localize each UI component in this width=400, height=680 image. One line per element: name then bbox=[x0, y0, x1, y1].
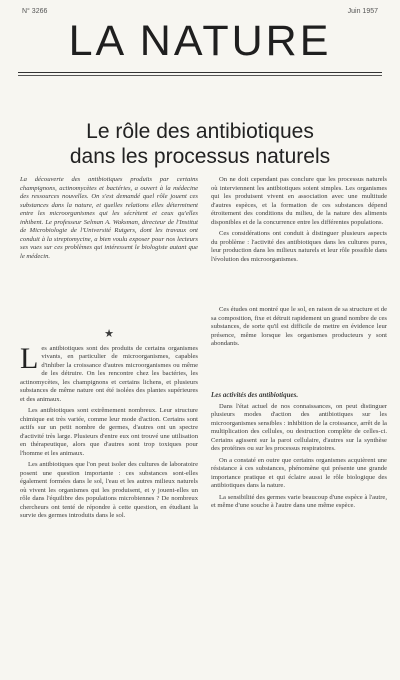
masthead-rule bbox=[18, 72, 382, 73]
issue-date: Juin 1957 bbox=[347, 8, 378, 15]
paragraph: On ne doit cependant pas conclure que les processus naturels où interviennent les antibiotiques soient simples. Les organismes qui les produisent vivent en association avec une multitude d'autres espèces, et la formation de ces substances dépend étroitement des conditions du milieu, de la nature des aliments disponibles et de la concurrence entre les différentes populations. bbox=[211, 176, 387, 226]
paragraph: es antibiotiques sont des produits de certains organismes vivants, en particulier de microorganismes, capables d'inhiber la croissance d'autres microorganismes ou même de les détruire. On les rencontre chez les bactéries, les actinomycètes, les champignons et certains lichens, et plusieurs substances de même nature ont été isolées des plantes supérieures et des animaux. bbox=[20, 344, 198, 403]
left-body bbox=[20, 345, 198, 680]
masthead: LA NATURE bbox=[68, 17, 332, 65]
article-title-line-2: dans les processus naturels bbox=[69, 145, 331, 168]
right-body-3 bbox=[211, 403, 387, 563]
paragraph: Ces considérations ont conduit à distinguer plusieurs aspects du problème : l'activité des antibiotiques dans les cultures pures, leur production dans les milieux naturels et leur rôle possible dans l'évolution des microorganismes. bbox=[211, 230, 387, 263]
paragraph: Dans l'état actuel de nos connaissances, on peut distinguer plusieurs modes d'action des antibiotiques sur les microorganismes sensibles : inhibition de la croissance, arrêt de la multiplication des cellules, ou destruction complète de celles-ci. Certains agissent sur la paroi cellulaire, d'autres sur la synthèse des protéines ou sur les processus respiratoires. bbox=[211, 402, 387, 452]
paragraph: La sensibilité des germes varie beaucoup d'une espèce à l'autre, et même d'une souche à l'autre dans une même espèce. bbox=[211, 493, 387, 509]
drop-cap: L bbox=[20, 344, 39, 375]
paragraph: Les antibiotiques sont extrêmement nombreux. Leur structure chimique est très variée, comme leur mode d'action. Certains sont actifs sur un petit nombre de germes, d'autres ont un spectre d'activité très large. Plusieurs d'entre eux ont trouvé une utilisation en thérapeutique, alors que d'autres sont trop toxiques pour l'homme et les animaux. bbox=[20, 407, 198, 457]
right-body-2 bbox=[211, 306, 387, 388]
paragraph: On a constaté en outre que certains organismes acquièrent une résistance à ces substances, phénomène qui présente une grande importance pratique et qui éclaire aussi le rôle biologique des antibiotiques dans la nature. bbox=[211, 456, 387, 489]
section-heading: Les activités des antibiotiques. bbox=[211, 391, 299, 399]
right-body-1 bbox=[211, 176, 387, 304]
section-star: ★ bbox=[104, 328, 114, 340]
left-column bbox=[20, 176, 198, 680]
article-title bbox=[0, 119, 400, 169]
article-title-line-1: Le rôle des antibiotiques bbox=[86, 120, 314, 143]
masthead-rule-thin bbox=[18, 75, 382, 76]
article-intro: La découverte des antibiotiques produits par certains champignons, actinomycètes et bactéries, a ouvert à la médecine des ressources nouvelles. On s'est demandé quel rôle jouent ces substances dans la nature, et quelles relations elles déterminent entre les microorganismes qui les sécrètent et ceux qu'elles inhibent. Le professeur Selman A. Waksman, directeur de l'Institut de Microbiologie de l'Université Rutgers, dont les travaux ont conduit à la streptomycine, a bien voulu exposer pour nos lecteurs ses vues sur ces problèmes qui intéressent le biologiste autant que le médecin. bbox=[20, 176, 198, 260]
right-column bbox=[211, 176, 387, 563]
paragraph: Ces études ont montré que le sol, en raison de sa structure et de sa composition, fixe et détruit rapidement un grand nombre de ces substances, de sorte qu'il est difficile de mettre en évidence leur présence, même lorsque les organismes producteurs y sont abondants. bbox=[211, 306, 387, 347]
paragraph: Les antibiotiques que l'on peut isoler des cultures de laboratoire posent une question importante : ces substances sont-elles également formées dans le sol, l'eau et les autres milieux naturels où vivent les organismes qui les produisent, et y jouent-elles un rôle dans l'équilibre des populations microbiennes ? De nombreux chercheurs ont tenté de répondre à cette question, en étudiant la survie des germes introduits dans le sol. bbox=[20, 461, 198, 519]
issue-number: N° 3266 bbox=[22, 8, 48, 15]
